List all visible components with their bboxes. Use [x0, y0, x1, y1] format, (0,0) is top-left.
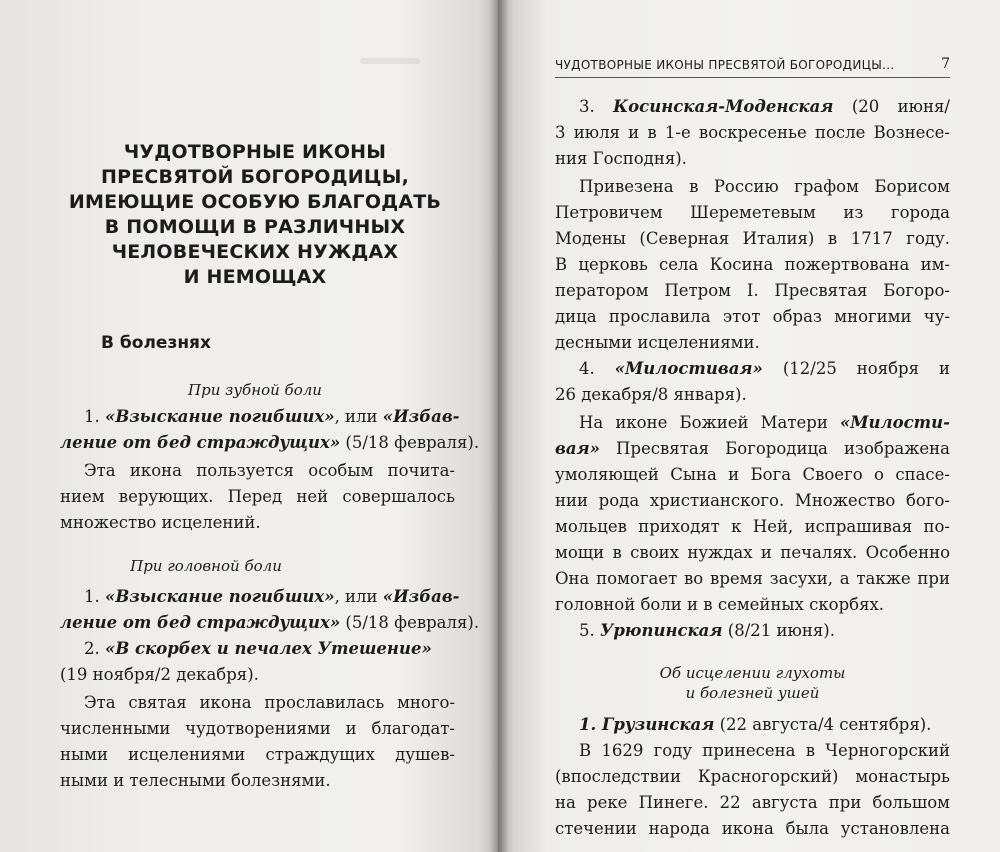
- icon-entry-line: ление от бед страждущих» (5/18 февраля).: [60, 433, 480, 452]
- icon-entry-line: 2. «В скорбех и печалех Утешение»: [84, 639, 432, 658]
- title-line: ПРЕСВЯТОЙ БОГОРОДИЦЫ,: [100, 166, 409, 188]
- page-number: 7: [941, 56, 950, 72]
- icon-entry-line: 3. Косинская-Моденская (20 июня/: [579, 97, 950, 116]
- paragraph-line: на реке Пинеге. 22 августа при большом: [555, 793, 950, 812]
- subheading-headache: При головной боли: [130, 557, 282, 575]
- paragraph-line: нием верующих. Перед ней совершалось: [60, 487, 455, 506]
- show-through-mark: [360, 58, 420, 64]
- icon-entry-line: (19 ноября/2 декабря).: [60, 665, 259, 684]
- icon-entry-line: 26 декабря/8 января).: [555, 385, 747, 404]
- paragraph-line: На иконе Божией Матери «Милости-: [579, 413, 950, 432]
- icon-entry-line: 1. «Взыскание погибших», или «Избав-: [84, 587, 460, 606]
- paragraph-line: мощи в своих нуждах и печалях. Особенно: [555, 543, 950, 562]
- paragraph-line: В 1629 году принесена в Черногорский: [579, 741, 950, 760]
- title-line: ЧУДОТВОРНЫЕ ИКОНЫ: [123, 141, 387, 163]
- icon-entry-line: 4. «Милостивая» (12/25 ноября и: [579, 359, 950, 378]
- paragraph-line: стечении народа икона была установлена: [555, 819, 950, 838]
- icon-entry-line: 1. Грузинская (22 августа/4 сентября).: [579, 715, 932, 734]
- icon-entry-line: 3 июля и в 1-е воскресенье после Вознесе-: [555, 123, 950, 142]
- paragraph-line: Эта икона пользуется особым почита-: [84, 461, 455, 480]
- paragraph-line: нии рода христианского. Множество бого-: [555, 491, 950, 510]
- running-header: [555, 55, 950, 78]
- paragraph-line: вая» Пресвятая Богородица изображена: [555, 439, 950, 458]
- paragraph-line: Петровичем Шереметевым из города: [555, 203, 950, 222]
- paragraph-line: головной боли и в семейных скорбях.: [555, 595, 885, 614]
- paragraph-line: мольцев приходят к Ней, испрашивая по-: [555, 517, 950, 536]
- running-title: ЧУДОТВОРНЫЕ ИКОНЫ ПРЕСВЯТОЙ БОГОРОДИЦЫ...: [555, 58, 895, 72]
- paragraph-line: Привезена в Россию графом Борисом: [579, 177, 950, 196]
- title-line: ЧЕЛОВЕЧЕСКИХ НУЖДАХ: [111, 241, 399, 263]
- paragraph-line: Модены (Северная Италия) в 1717 году.: [555, 229, 950, 248]
- paragraph-line: Она помогает во время засухи, а также при: [555, 569, 950, 588]
- section-heading: В болезнях: [101, 333, 211, 353]
- chapter-title: [60, 140, 450, 290]
- paragraph-line: множество исцелений.: [60, 513, 261, 532]
- title-line: ИМЕЮЩИЕ ОСОБУЮ БЛАГОДАТЬ: [68, 191, 442, 213]
- title-line: И НЕМОЩАХ: [183, 266, 327, 288]
- subheading-deafness: Об исцелении глухоты: [659, 664, 846, 682]
- title-line: В ПОМОЩИ В РАЗЛИЧНЫХ: [104, 216, 406, 238]
- subheading-deafness: и болезней ушей: [685, 684, 820, 702]
- paragraph-line: В церковь села Косина пожертвована им-: [555, 255, 950, 274]
- paragraph-line: Эта святая икона прославилась много-: [84, 693, 455, 712]
- paragraph-line: (впоследствии Красногорский) монастырь: [555, 767, 950, 786]
- icon-entry-line: 5. Урюпинская (8/21 июня).: [579, 621, 835, 640]
- paragraph-line: ператором Петром I. Пресвятая Богоро-: [555, 281, 950, 300]
- book-gutter: [490, 0, 508, 852]
- paragraph-line: умоляющей Сына и Бога Своего о спасе-: [555, 465, 950, 484]
- paragraph-line: десными исцелениями.: [555, 333, 760, 352]
- icon-entry-line: 1. «Взыскание погибших», или «Избав-: [84, 407, 460, 426]
- paragraph-line: ными исцелениями страждущих душев-: [60, 745, 455, 764]
- subheading-toothache: При зубной боли: [188, 381, 322, 399]
- paragraph-line: ными и телесными болезнями.: [60, 771, 331, 790]
- paragraph-line: численными чудотворениями и благодат-: [60, 719, 455, 738]
- icon-entry-line: ление от бед страждущих» (5/18 февраля).: [60, 613, 480, 632]
- paragraph-line: дица прославила этот образ многими чу-: [555, 307, 950, 326]
- icon-entry-line: ния Господня).: [555, 149, 687, 168]
